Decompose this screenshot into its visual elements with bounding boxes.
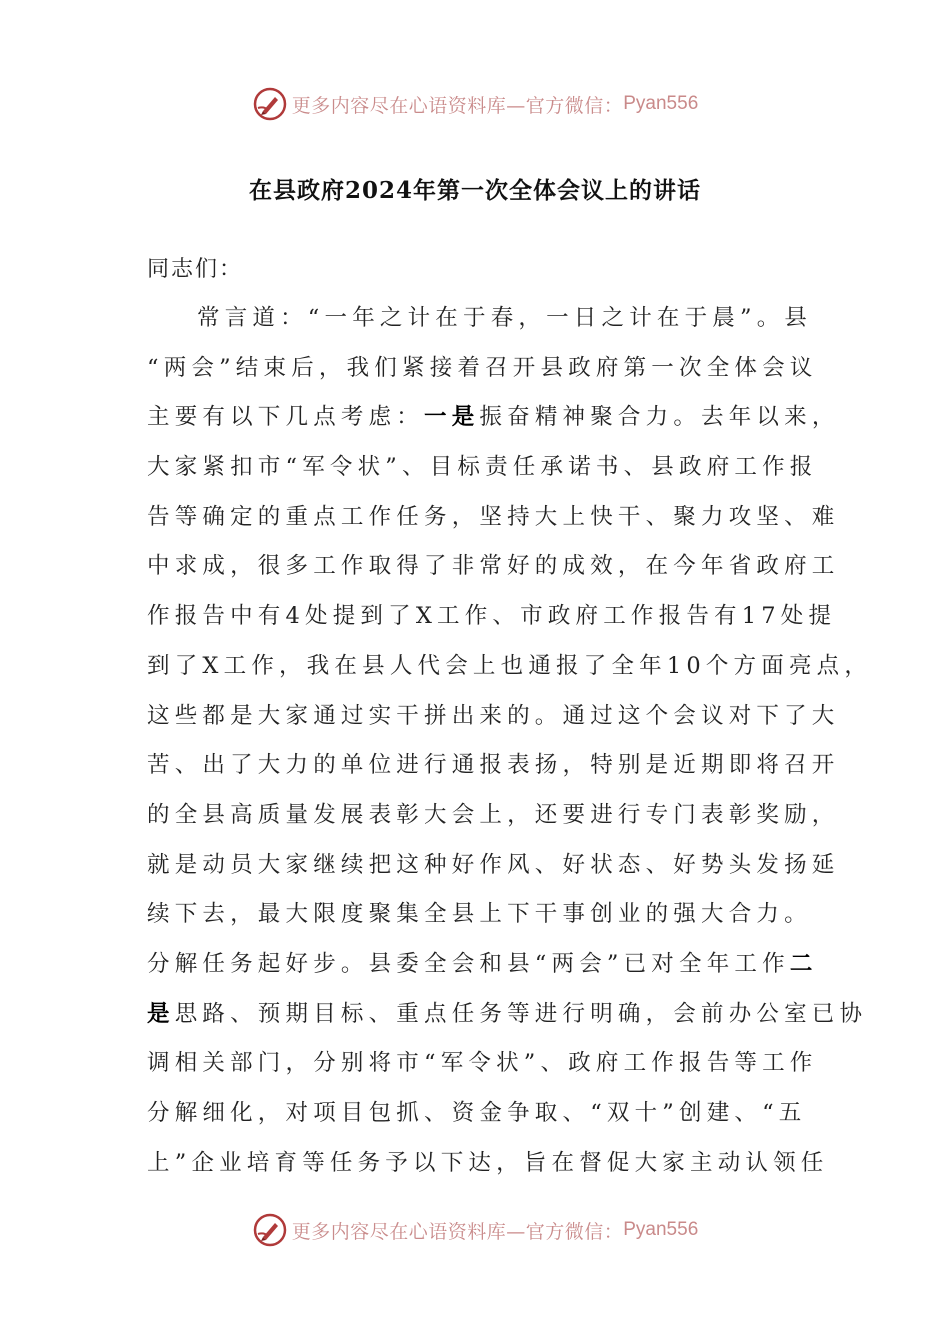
body-line: 中求成，很多工作取得了非常好的成效，在今年省政府工 bbox=[147, 553, 840, 580]
body-line bbox=[147, 990, 868, 1040]
body-line: 常言道：“一年之计在于春，一日之计在于晨”。县 bbox=[197, 305, 813, 331]
body-line: 苦、出了大力的单位进行通报表扬，特别是近期即将召开 bbox=[147, 752, 840, 779]
emphasis-second-a: 二 bbox=[789, 950, 818, 977]
body-line: 告等确定的重点工作任务，坚持大上快干、聚力攻坚、难 bbox=[147, 503, 840, 530]
body-line: 的全县高质量发展表彰大会上，还要进行专门表彰奖励， bbox=[147, 801, 840, 828]
body-line: 分解细化，对项目包抓、资金争取、“双十”创建、“五 bbox=[147, 1100, 807, 1126]
watermark-wechat-id: Pyan556 bbox=[623, 1219, 699, 1240]
body-line: “两会”结束后，我们紧接着召开县政府第一次全体会议 bbox=[147, 354, 818, 381]
emphasis-first: 一是 bbox=[424, 404, 480, 431]
body-line: 作报告中有4处提到了X工作、市政府工作报告有17处提 bbox=[147, 603, 837, 630]
body-line: 上”企业培育等任务予以下达，旨在督促大家主动认领任 bbox=[147, 1149, 829, 1176]
pen-circle-icon bbox=[252, 1212, 288, 1248]
body-line-text: 分解任务起好步。县委全会和县“两会”已对全年工作 bbox=[147, 950, 790, 977]
watermark-text: 更多内容尽在心语资料库—官方微信： bbox=[291, 1220, 624, 1243]
body-line-text: 主要有以下几点考虑： bbox=[147, 404, 425, 431]
body-line: 调相关部门，分别将市“军令状”、政府工作报告等工作 bbox=[147, 1050, 818, 1077]
body-line-text: 振奋精神聚合力。去年以来， bbox=[479, 404, 840, 431]
body-line-text: 思路、预期目标、重点任务等进行明确，会前办公室已协 bbox=[174, 1000, 868, 1027]
body-line bbox=[147, 940, 827, 990]
document-title: 在县政府2024年第一次全体会议上的讲话 bbox=[248, 177, 701, 204]
pen-circle-icon bbox=[252, 86, 288, 122]
salutation: 同志们： bbox=[147, 257, 244, 282]
body-line: 大家紧扣市“军令状”、目标责任承诺书、县政府工作报 bbox=[147, 454, 818, 481]
watermark-text: 更多内容尽在心语资料库—官方微信： bbox=[291, 94, 624, 117]
emphasis-second-b: 是 bbox=[147, 1000, 175, 1027]
watermark-banner-top bbox=[0, 80, 950, 128]
body-line: 就是动员大家继续把这种好作风、好状态、好势头发扬延 bbox=[147, 851, 840, 878]
body-line: 续下去，最大限度聚集全县上下干事创业的强大合力。 bbox=[147, 901, 812, 928]
document-body bbox=[147, 294, 873, 1238]
watermark-banner-bottom bbox=[0, 1206, 950, 1254]
watermark-wechat-id: Pyan556 bbox=[623, 93, 699, 114]
body-line: 到了X工作，我在县人代会上也通报了全年10个方面亮点， bbox=[147, 652, 873, 679]
body-line bbox=[147, 393, 840, 443]
body-line: 这些都是大家通过实干拼出来的。通过这个会议对下了大 bbox=[147, 702, 840, 729]
